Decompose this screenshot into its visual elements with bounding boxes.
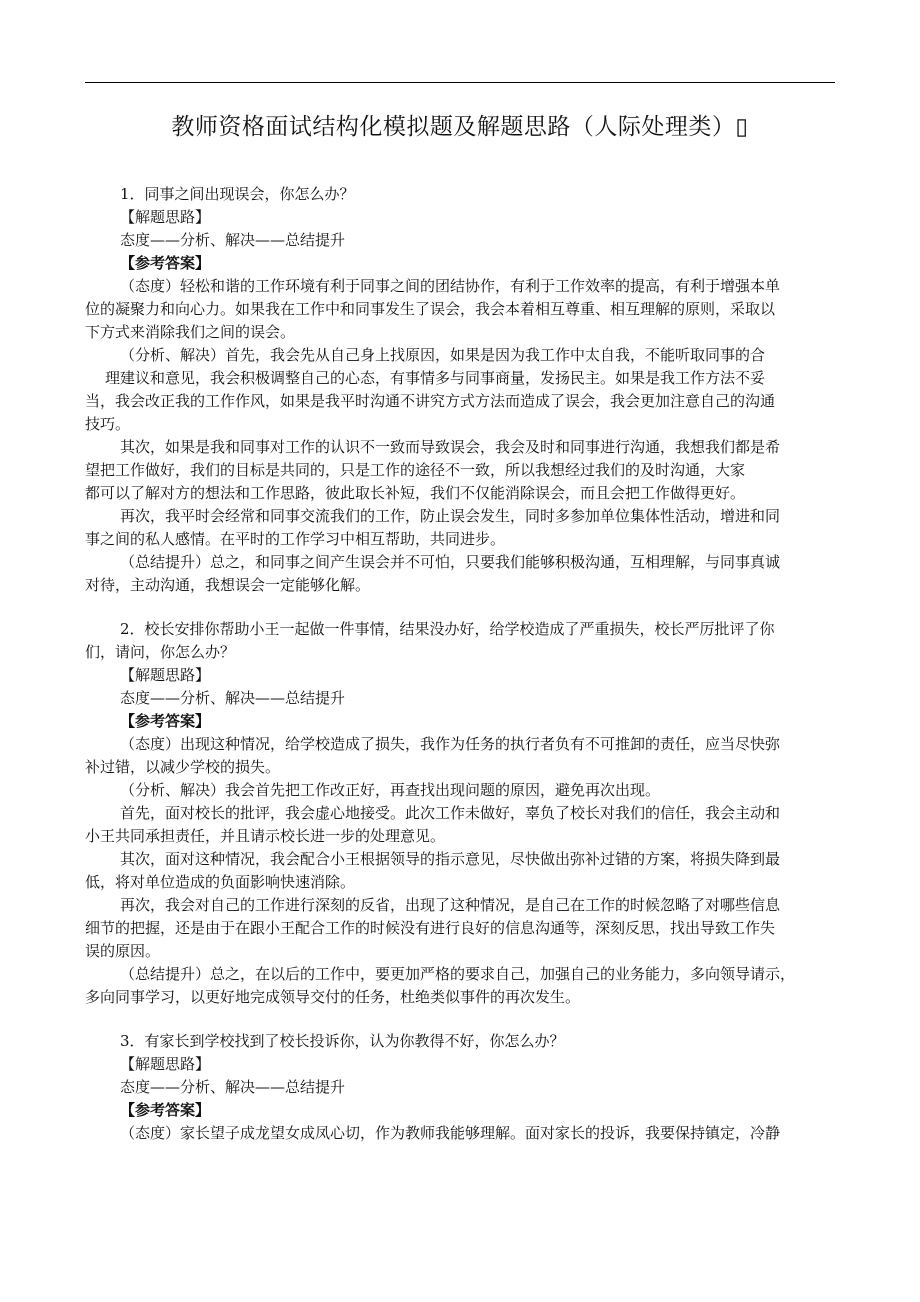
title-text: 教师资格面试结构化模拟题及解题思路（人际处理类） (171, 114, 736, 140)
answer-paragraph-line: 其次，如果是我和同事对工作的认识不一致而导致误会，我会及时和同事进行沟通，我想我们都是希 (120, 438, 781, 456)
document-body (85, 183, 835, 1145)
answer-paragraph-line: 误的原因。 (85, 942, 161, 960)
answer-paragraph-line: 都可以了解对方的想法和工作思路，彼此取长补短，我们不仅能消除误会，而且会把工作做得更好。 (85, 484, 746, 502)
answer-paragraph-line: （分析、解决）首先，我会先从自己身上找原因，如果是因为我工作中太自我，不能听取同事的合 (120, 346, 766, 364)
answer-paragraph-line: 望把工作做好，我们的目标是共同的，只是工作的途径不一致，所以我想经过我们的及时沟通，大家 (85, 461, 746, 479)
answer-paragraph-line: （总结提升）总之，和同事之间产生误会并不可怕，只要我们能够积极沟通，互相理解，与同事真诚 (120, 553, 781, 571)
answer-paragraph-line: （总结提升）总之，在以后的工作中，要更加严格的要求自己，加强自己的业务能力，多向领导请示， (120, 965, 796, 983)
document-title (85, 108, 835, 141)
question-text: 3．有家长到学校找到了校长投诉你，认为你教得不好，你怎么办？ (120, 1032, 565, 1050)
answer-paragraph-line: 理建议和意见，我会积极调整自己的心态，有事情多与同事商量，发扬民主。如果是我工作方法不妥 (105, 369, 766, 387)
answer-paragraph-line: 再次，我平时会经常和同事交流我们的工作，防止误会发生，同时多参加单位集体性活动，增进和同 (120, 507, 781, 525)
answer-label: 【参考答案】 (120, 712, 211, 730)
answer-paragraph-line: 多向同事学习，以更好地完成领导交付的任务，杜绝类似事件的再次发生。 (85, 988, 581, 1006)
answer-label: 【参考答案】 (120, 1101, 211, 1119)
question-text: 2．校长安排你帮助小王一起做一件事情，结果没办好，给学校造成了严重损失，校长严厉批评了你 (120, 620, 775, 638)
answer-paragraph-line: （态度）轻松和谐的工作环境有利于同事之间的团结协作，有利于工作效率的提高，有利于增强本单 (120, 277, 781, 295)
section-gap (85, 597, 835, 618)
question-text: 们，请问，你怎么办？ (85, 643, 236, 661)
answer-paragraph-line: 对待，主动沟通，我想误会一定能够化解。 (85, 576, 371, 594)
approach-label: 【解题思路】 (120, 666, 211, 684)
answer-paragraph-line: 细节的把握，还是由于在跟小王配合工作的时候没有进行良好的信息沟通等，深刻反思，找出导致工作失 (85, 919, 776, 937)
section-gap (85, 1009, 835, 1030)
approach-label: 【解题思路】 (120, 1055, 211, 1073)
answer-paragraph-line: （态度）家长望子成龙望女成凤心切，作为教师我能够理解。面对家长的投诉，我要保持镇定，冷静 (120, 1124, 781, 1142)
answer-paragraph-line: 首先，面对校长的批评，我会虚心地接受。此次工作未做好，辜负了校长对我们的信任，我会主动和 (120, 804, 781, 822)
approach-text: 态度——分析、解决——总结提升 (120, 231, 346, 249)
answer-paragraph-line: 事之间的私人感情。在平时的工作学习中相互帮助，共同进步。 (85, 530, 506, 548)
answer-paragraph-line: 其次，面对这种情况，我会配合小王根据领导的指示意见，尽快做出弥补过错的方案，将损失降到最 (120, 850, 781, 868)
answer-paragraph-line: （态度）出现这种情况，给学校造成了损失，我作为任务的执行者负有不可推卸的责任，应当尽快弥 (120, 735, 781, 753)
answer-paragraph-line: 低，将对单位造成的负面影响快速消除。 (85, 873, 356, 891)
answer-paragraph-line: 当，我会改正我的工作作风，如果是我平时沟通不讲究方式方法而造成了误会，我会更加注意自己的沟通 (85, 392, 776, 410)
answer-paragraph-line: 技巧。 (85, 415, 131, 433)
answer-label: 【参考答案】 (120, 254, 211, 272)
answer-paragraph-line: 补过错，以减少学校的损失。 (85, 758, 281, 776)
question-text: 1．同事之间出现误会，你怎么办？ (120, 185, 355, 203)
answer-paragraph-line: 再次，我会对自己的工作进行深刻的反省，出现了这种情况，是自己在工作的时候忽略了对哪些信息 (120, 896, 781, 914)
approach-text: 态度——分析、解决——总结提升 (120, 1078, 346, 1096)
approach-label: 【解题思路】 (120, 208, 211, 226)
answer-paragraph-line: 小王共同承担责任，并且请示校长进一步的处理意见。 (85, 827, 446, 845)
answer-paragraph-line: 下方式来消除我们之间的误会。 (85, 323, 296, 341)
answer-paragraph-line: （分析、解决）我会首先把工作改正好，再查找出现问题的原因，避免再次出现。 (120, 781, 661, 799)
header-rule (85, 82, 835, 83)
title-suffix: ▯ (735, 114, 749, 140)
approach-text: 态度——分析、解决——总结提升 (120, 689, 346, 707)
answer-paragraph-line: 位的凝聚力和向心力。如果我在工作中和同事发生了误会，我会本着相互尊重、相互理解的原则，采取以 (85, 300, 776, 318)
